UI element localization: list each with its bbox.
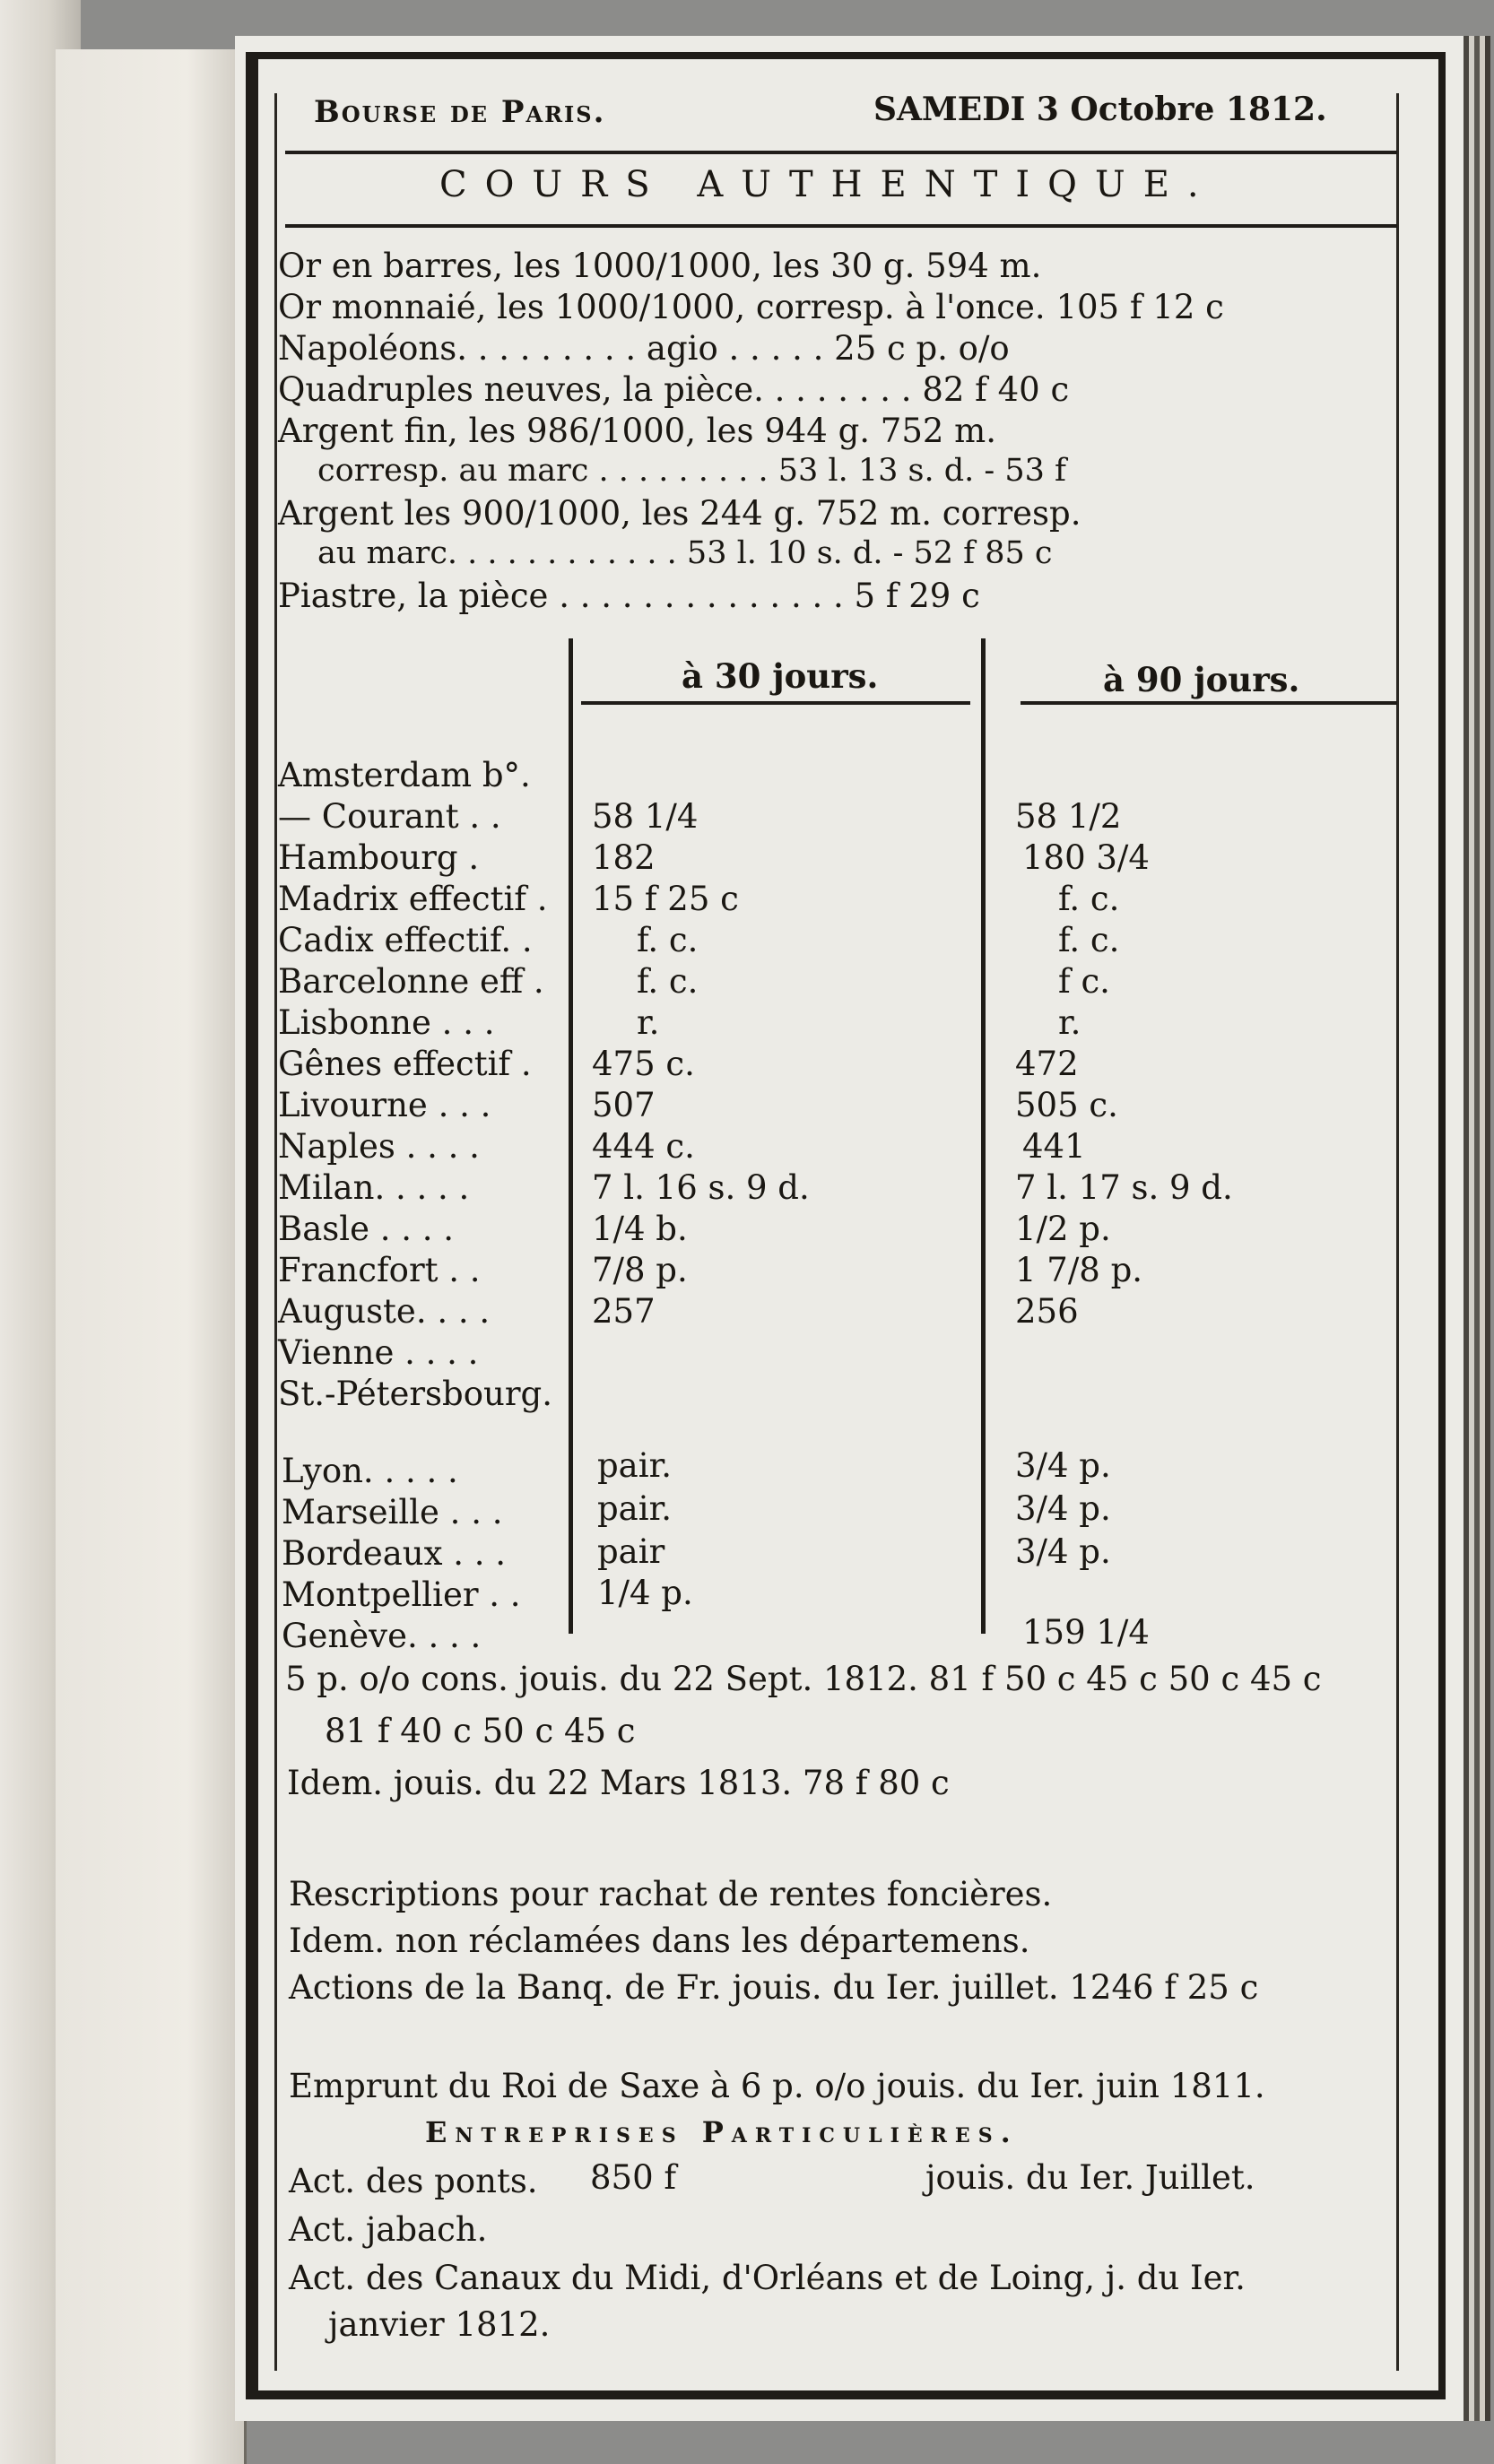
ponts-label: Act. des ponts. <box>289 2162 538 2200</box>
rate-30: 1/4 b. <box>592 1210 688 1248</box>
rente-line: 5 p. o/o cons. jouis. du 22 Sept. 1812. 81 f 50 c 45 c 50 c 45 c <box>285 1660 1322 1698</box>
exchange-city: Milan. . . . . <box>278 1168 470 1207</box>
exchange-city: Bordeaux . . . <box>282 1534 507 1573</box>
col90-rule <box>1021 701 1397 705</box>
rate-30: 1/4 p. <box>597 1574 693 1612</box>
rate-90: 58 1/2 <box>1015 797 1122 836</box>
rate-90: 3/4 p. <box>1015 1446 1111 1485</box>
header-bourse: Bourse de Paris. <box>314 94 606 130</box>
rente-line: 81 f 40 c 50 c 45 c <box>325 1712 636 1750</box>
exchange-city: Hambourg . <box>278 838 480 877</box>
canaux-line: janvier 1812. <box>328 2305 551 2344</box>
ponts-value: 850 f <box>590 2158 677 2197</box>
exchange-city: Francfort . . <box>278 1251 481 1289</box>
rate-90: 256 <box>1015 1292 1079 1331</box>
exchange-city: Lyon. . . . . <box>282 1452 458 1490</box>
exchange-city: Marseille . . . <box>282 1493 503 1531</box>
rate-90: 441 <box>1022 1127 1086 1166</box>
exchange-city: Livourne . . . <box>278 1086 491 1124</box>
metal-line: Piastre, la pièce . . . . . . . . . . . . . . 5 f 29 c <box>278 577 980 615</box>
rate-90: 159 1/4 <box>1022 1613 1150 1652</box>
security-line: Idem. non réclamées dans les départemens. <box>289 1922 1030 1960</box>
rate-30: 58 1/4 <box>592 797 699 836</box>
rate-90: f. c. <box>1058 921 1120 959</box>
header-rule <box>285 151 1397 154</box>
rate-30: pair. <box>597 1489 672 1528</box>
rate-90: 505 c. <box>1015 1086 1118 1124</box>
rate-90: f. c. <box>1058 880 1120 918</box>
exchange-city: Gênes effectif . <box>278 1045 532 1083</box>
metal-line: au marc. . . . . . . . . . . . 53 l. 10 s. d. - 52 f 85 c <box>317 535 1053 571</box>
security-line: Actions de la Banq. de Fr. jouis. du Ier. juillet. 1246 f 25 c <box>289 1968 1259 2007</box>
exchange-city: Montpellier . . <box>282 1575 521 1614</box>
rate-30: 257 <box>592 1292 656 1331</box>
exchange-city: — Courant . . <box>278 797 501 836</box>
rate-30: 7 l. 16 s. 9 d. <box>592 1168 810 1207</box>
column-rule-left <box>569 638 573 1634</box>
exchange-city: Madrix effectif . <box>278 880 548 918</box>
metal-line: Or monnaié, les 1000/1000, corresp. à l'once. 105 f 12 c <box>278 288 1224 326</box>
exchange-city: St.-Pétersbourg. <box>278 1375 552 1413</box>
header-date: SAMEDI 3 Octobre 1812. <box>873 91 1327 128</box>
rate-90: 3/4 p. <box>1015 1532 1111 1571</box>
col30-rule <box>581 701 970 705</box>
exchange-city: Cadix effectif. . <box>278 921 533 959</box>
metal-line: Argent fin, les 986/1000, les 944 g. 752 m. <box>278 412 997 450</box>
col30-header: à 30 jours. <box>682 656 879 696</box>
exchange-city: Basle . . . . <box>278 1210 455 1248</box>
title-rule <box>285 224 1397 228</box>
rente-line: Idem. jouis. du 22 Mars 1813. 78 f 80 c <box>287 1764 950 1802</box>
metal-line: Quadruples neuves, la pièce. . . . . . . . 82 f 40 c <box>278 370 1070 409</box>
exchange-city: Naples . . . . <box>278 1127 480 1166</box>
rate-90: 7 l. 17 s. 9 d. <box>1015 1168 1233 1207</box>
rate-30: 507 <box>592 1086 656 1124</box>
metal-line: corresp. au marc . . . . . . . . . 53 l. 13 s. d. - 53 f <box>317 453 1066 489</box>
rate-90: 472 <box>1015 1045 1079 1083</box>
exchange-city: Vienne . . . . <box>278 1333 479 1372</box>
rate-30: 182 <box>592 838 656 877</box>
metal-line: Napoléons. . . . . . . . . agio . . . . . 25 c p. o/o <box>278 329 1010 368</box>
rate-90: 1/2 p. <box>1015 1210 1111 1248</box>
security-line: Rescriptions pour rachat de rentes foncières. <box>289 1875 1053 1913</box>
rate-30: r. <box>637 1003 660 1042</box>
security-line: Emprunt du Roi de Saxe à 6 p. o/o jouis. du Ier. juin 1811. <box>289 2067 1265 2105</box>
entreprises-heading: Entreprises Particulières. <box>425 2115 1019 2149</box>
rate-30: pair. <box>597 1446 672 1485</box>
rate-30: 15 f 25 c <box>592 880 739 918</box>
rate-90: 1 7/8 p. <box>1015 1251 1143 1289</box>
exchange-city: Genève. . . . <box>282 1617 482 1655</box>
rate-30: 444 c. <box>592 1127 695 1166</box>
jabach-line: Act. jabach. <box>289 2210 488 2249</box>
metal-line: Argent les 900/1000, les 244 g. 752 m. corresp. <box>278 494 1081 533</box>
rate-90: f c. <box>1058 962 1110 1001</box>
page-title: COURS AUTHENTIQUE. <box>439 164 1217 205</box>
metal-line: Or en barres, les 1000/1000, les 30 g. 594 m. <box>278 247 1042 285</box>
exchange-city: Barcelonne eff . <box>278 962 544 1001</box>
column-rule-middle <box>981 638 986 1634</box>
rate-30: f. c. <box>637 921 699 959</box>
exchange-city: Amsterdam b°. <box>278 756 531 794</box>
rate-90: r. <box>1058 1003 1081 1042</box>
rate-30: 7/8 p. <box>592 1251 688 1289</box>
bulletin-page <box>235 36 1464 2421</box>
exchange-city: Lisbonne . . . <box>278 1003 495 1042</box>
col90-header: à 90 jours. <box>1103 660 1300 699</box>
ponts-jouis: jouis. du Ier. Juillet. <box>925 2158 1255 2197</box>
canaux-line: Act. des Canaux du Midi, d'Orléans et de Loing, j. du Ier. <box>289 2259 1246 2297</box>
exchange-city: Auguste. . . . <box>278 1292 491 1331</box>
rate-30: f. c. <box>637 962 699 1001</box>
rate-90: 180 3/4 <box>1022 838 1150 877</box>
rate-90: 3/4 p. <box>1015 1489 1111 1528</box>
rate-30: pair <box>597 1532 665 1571</box>
facing-page-edge <box>56 49 247 2464</box>
rate-30: 475 c. <box>592 1045 695 1083</box>
